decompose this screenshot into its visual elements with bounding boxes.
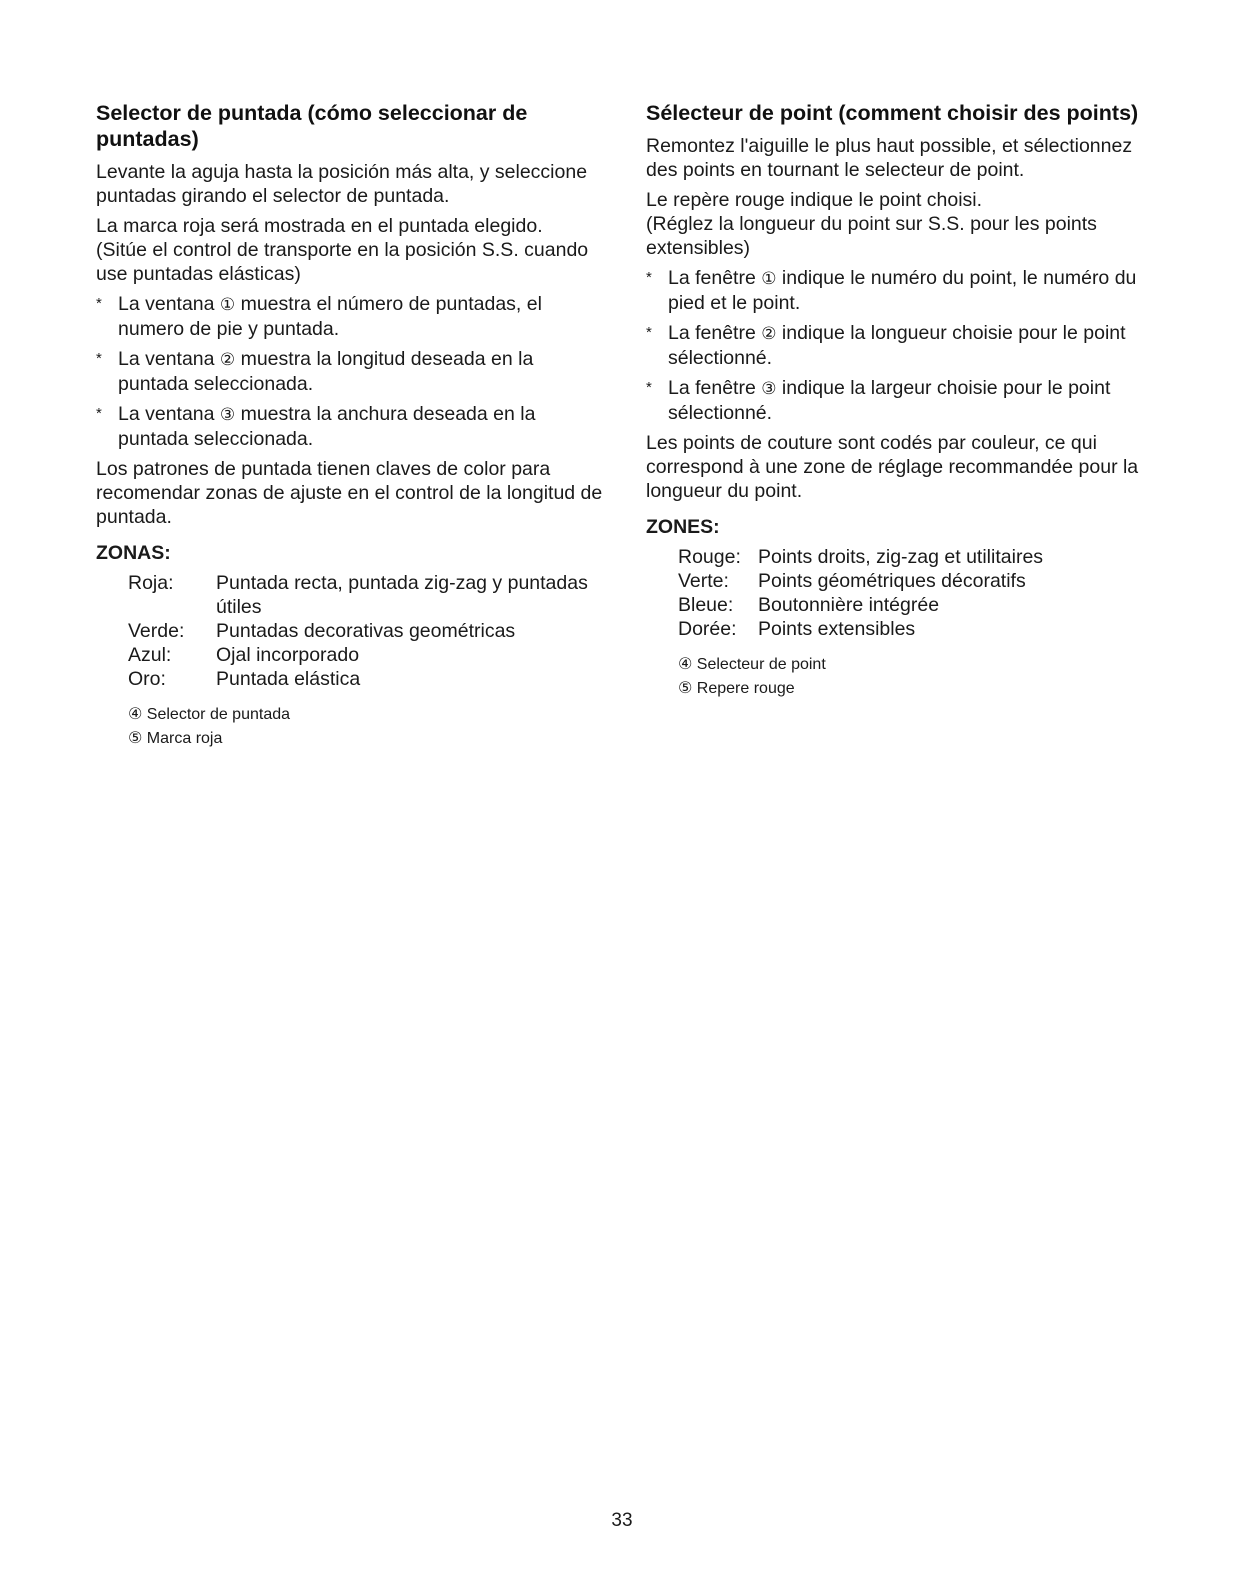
circled-number: ③: [219, 405, 236, 424]
zones-heading: ZONES:: [646, 516, 720, 538]
list-item: * La fenêtre ③ indique la largeur choisie pour le point sélectionné.: [646, 377, 1111, 424]
asterisk-marker: *: [96, 350, 102, 367]
asterisk-marker: *: [96, 405, 102, 422]
circled-number: ②: [761, 324, 777, 343]
page-number: 33: [611, 1510, 633, 1531]
window-list: [96, 292, 608, 451]
zone-row: [128, 667, 608, 691]
spanish-column: [96, 100, 608, 751]
legend-item: ⑤ Repere rouge: [678, 680, 795, 697]
section-heading: Selector de puntada (cómo seleccionar de puntadas): [96, 101, 528, 151]
zone-desc: Puntada recta, puntada zig-zag y puntadas útiles: [216, 572, 588, 618]
zone-row: [128, 571, 608, 619]
zone-desc: Points droits, zig-zag et utilitaires: [758, 546, 1044, 568]
zones-heading: ZONAS:: [96, 542, 171, 564]
circled-number: ②: [219, 350, 236, 369]
zone-name: Rouge:: [678, 546, 741, 568]
instruction-paragraph: Remontez l'aiguille le plus haut possible, et sélectionnez des points en tournant le selecteur de point.: [646, 135, 1133, 181]
list-item: * La fenêtre ② indique la longueur choisie pour le point sélectionné.: [646, 322, 1126, 369]
zone-desc: Puntadas decorativas geométricas: [216, 620, 516, 642]
zone-name: Bleue:: [678, 594, 734, 616]
red-mark-paragraph: La marca roja será mostrada en el puntada elegido.: [96, 215, 543, 237]
zone-name: Oro:: [128, 668, 166, 690]
section-heading: Sélecteur de point (comment choisir des points): [646, 101, 1139, 125]
window-list: [646, 266, 1162, 425]
color-code-paragraph: Les points de couture sont codés par couleur, ce qui correspond à une zone de réglage recommandée pour la longueur du point.: [646, 432, 1139, 502]
zone-row: [678, 593, 1043, 617]
legend-item: ④ Selector de puntada: [128, 706, 291, 723]
zone-name: Dorée:: [678, 618, 737, 640]
list-item: * La ventana ③ muestra la anchura deseada en la puntada seleccionada.: [96, 403, 536, 450]
note-paragraph: (Sitúe el control de transporte en la posición S.S. cuando use puntadas elásticas): [96, 239, 589, 285]
note-paragraph: (Réglez la longueur du point sur S.S. pour les points extensibles): [646, 213, 1097, 259]
zones-table: [128, 571, 608, 691]
legend-item: ⑤ Marca roja: [128, 730, 223, 747]
circled-number: ③: [761, 379, 777, 398]
zones-table: [678, 545, 1043, 641]
zone-desc: Puntada elástica: [216, 668, 361, 690]
color-code-paragraph: Los patrones de puntada tienen claves de color para recomendar zonas de ajuste en el control de la longitud de puntada.: [96, 458, 603, 528]
zone-desc: Points géométriques décoratifs: [758, 570, 1026, 592]
asterisk-marker: *: [96, 295, 102, 312]
red-mark-paragraph: Le repère rouge indique le point choisi.: [646, 189, 983, 211]
zone-row: [128, 619, 608, 643]
zone-name: Verde:: [128, 620, 185, 642]
circled-number: ④: [128, 706, 143, 723]
list-item: * La ventana ② muestra la longitud deseada en la puntada seleccionada.: [96, 348, 534, 395]
zone-name: Roja:: [128, 572, 174, 594]
list-item: * La ventana ① muestra el número de puntadas, el numero de pie y puntada.: [96, 293, 542, 340]
zone-desc: Boutonnière intégrée: [758, 594, 940, 616]
zone-name: Verte:: [678, 570, 729, 592]
zone-desc: Points extensibles: [758, 618, 916, 640]
zone-row: [678, 617, 1043, 641]
figure-legend: [678, 653, 1162, 701]
figure-legend: [128, 703, 608, 751]
circled-number: ①: [219, 295, 236, 314]
instruction-paragraph: Levante la aguja hasta la posición más alta, y seleccione puntadas girando el selector de puntada.: [96, 161, 588, 207]
circled-number: ⑤: [678, 680, 693, 697]
legend-item: ④ Selecteur de point: [678, 656, 826, 673]
asterisk-marker: *: [646, 324, 652, 341]
zone-row: [678, 569, 1043, 593]
circled-number: ④: [678, 656, 693, 673]
circled-number: ⑤: [128, 730, 143, 747]
zone-desc: Ojal incorporado: [216, 644, 360, 666]
zone-row: [128, 643, 608, 667]
asterisk-marker: *: [646, 269, 652, 286]
list-item: * La fenêtre ① indique le numéro du point, le numéro du pied et le point.: [646, 267, 1137, 314]
circled-number: ①: [761, 269, 777, 288]
zone-name: Azul:: [128, 644, 172, 666]
french-column: [646, 100, 1162, 701]
asterisk-marker: *: [646, 379, 652, 396]
zone-row: [678, 545, 1043, 569]
